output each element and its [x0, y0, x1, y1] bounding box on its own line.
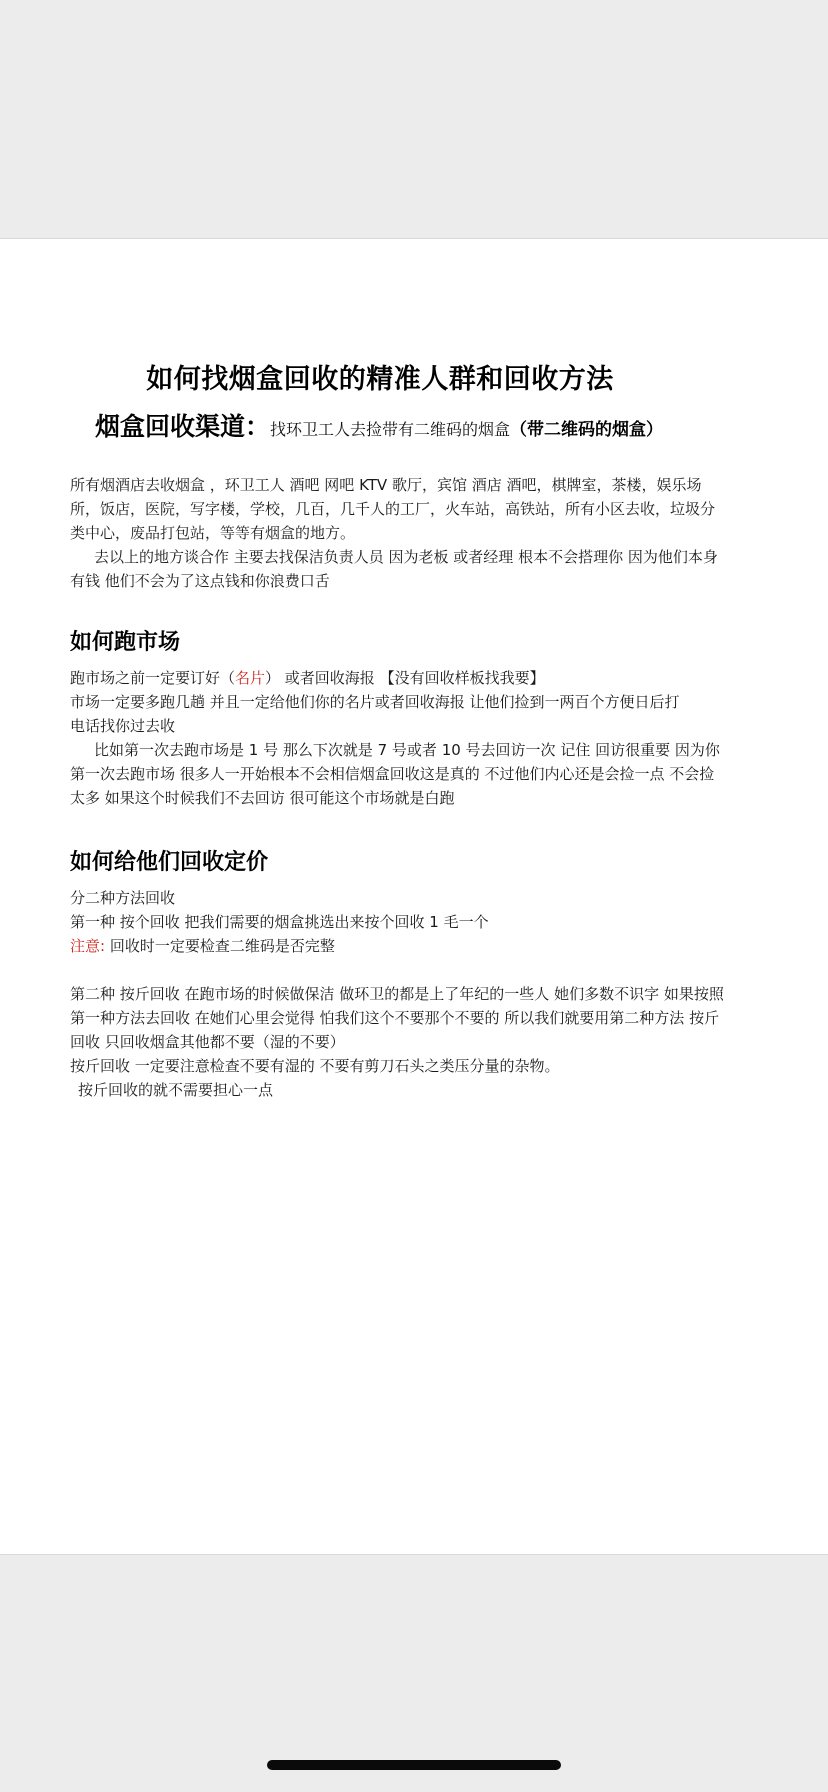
document-page — [0, 238, 828, 1555]
intro-block — [70, 473, 726, 593]
note-label: 注意: — [70, 937, 106, 955]
pricing-line: 第二种 按斤回收 在跑市场的时候做保洁 做环卫的都是上了年纪的一些人 她们多数不识字 如果按照第一种方法去回收 在她们心里会觉得 怕我们这个不要那个不要的 所以我们就要用第二种方法 按斤回收 只回收烟盒其他都不要（湿的不要） — [70, 985, 724, 1051]
intro-paragraph: 去以上的地方谈合作 主要去找保洁负责人员 因为老板 或者经理 根本不会搭理你 因为他们本身有钱 他们不会为了这点钱和你浪费口舌 — [70, 548, 718, 590]
market-section-body — [70, 666, 726, 810]
document-title: 如何找烟盒回收的精准人群和回收方法 — [146, 364, 614, 395]
channel-emphasis: （带二维码的烟盒） — [510, 420, 664, 440]
pricing-line: 第一种 按个回收 把我们需要的烟盒挑选出来按个回收 1 毛一个 — [70, 913, 489, 931]
channel-text: 找环卫工人去捡带有二维码的烟盒 — [270, 420, 511, 439]
market-line-text: 跑市场之前一定要订好（ — [70, 669, 236, 687]
market-line-text: ） 或者回收海报 【没有回收样板找我要】 — [265, 669, 545, 687]
pricing-section-body — [70, 886, 726, 1102]
pricing-section-title: 如何给他们回收定价 — [70, 850, 269, 875]
home-indicator[interactable] — [267, 1760, 561, 1770]
pricing-note — [70, 934, 726, 958]
market-line — [70, 666, 726, 690]
channel-label: 烟盒回收渠道： — [95, 412, 271, 441]
pricing-line: 按斤回收的就不需要担心一点 — [78, 1081, 274, 1099]
note-text: 回收时一定要检查二维码是否完整 — [105, 937, 335, 955]
pricing-line: 分二种方法回收 — [70, 889, 176, 907]
market-line: 比如第一次去跑市场是 1 号 那么下次就是 7 号或者 10 号去回访一次 记住 回访很重要 因为你第一次去跑市场 很多人一开始根本不会相信烟盒回收这是真的 不过他们内心还是会捡一点 不会捡太多 如果这个时候我们不去回访 很可能这个市场就是白跑 — [70, 741, 720, 807]
market-section-title: 如何跑市场 — [70, 630, 181, 655]
recycling-channel-line — [95, 407, 663, 443]
market-line: 市场一定要多跑几趟 并且一定给他们你的名片或者回收海报 让他们捡到一两百个方便日后打电话找你过去收 — [70, 693, 680, 735]
business-card-highlight: 名片 — [235, 669, 266, 687]
intro-paragraph: 所有烟酒店去收烟盒 ，环卫工人 酒吧 网吧 KTV 歌厅，宾馆 酒店 酒吧，棋牌室，茶楼，娱乐场所，饭店，医院，写字楼，学校，几百，几千人的工厂，火车站，高铁站，所有小区去收，垃圾分类中心，废品打包站，等等有烟盒的地方。 — [70, 476, 716, 542]
pricing-line: 按斤回收 一定要注意检查不要有湿的 不要有剪刀石头之类压分量的杂物。 — [70, 1057, 560, 1075]
